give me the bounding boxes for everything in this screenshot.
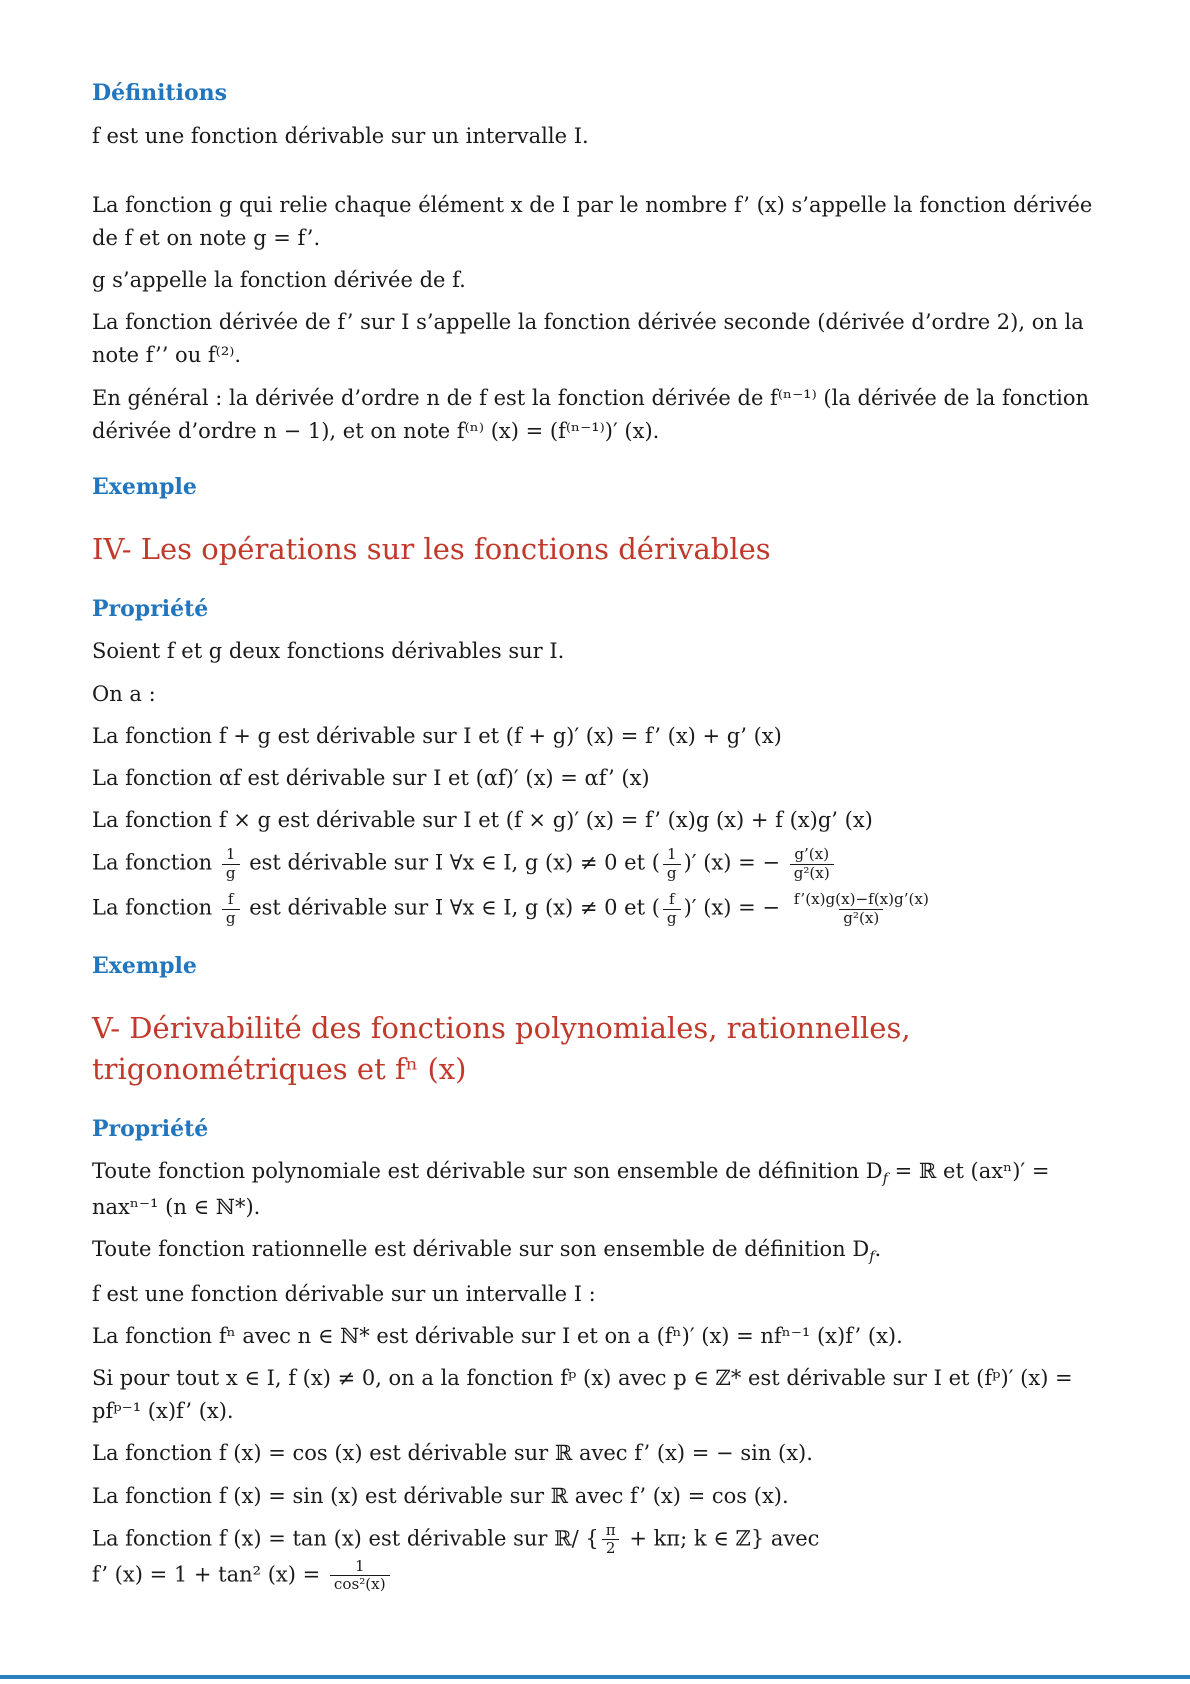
paragraph-g-derivee: g s’appelle la fonction dérivée de f. (92, 268, 466, 293)
paragraph-soient: Soient f et g deux fonctions dérivables sur I. (92, 639, 565, 664)
paragraph-polynomiale: Toute fonction polynomiale est dérivable sur son ensemble de définition $D_f$ = ℝ et (axⁿ)′ = naxⁿ⁻¹ (n ∈ ℕ*). (92, 1159, 1050, 1219)
paragraph-derivee-ordre-n: En général : la dérivée d’ordre n de f est la fonction dérivée de f⁽ⁿ⁻¹⁾ (la dérivée de la fonction dérivée d’ordre n − 1), et on note f⁽ⁿ⁾ (x) = (f⁽ⁿ⁻¹⁾)′ (x). (92, 385, 1090, 443)
paragraph-intro: f est une fonction dérivable sur un intervalle I. (92, 123, 589, 148)
paragraph-somme: La fonction f + g est dérivable sur I et (f + g)′ (x) = f’ (x) + g’ (x) (92, 723, 782, 748)
heading-exemple-1: Exemple (92, 473, 197, 500)
paragraph-produit-scalaire: La fonction αf est dérivable sur I et (αf)′ (x) = αf’ (x) (92, 765, 650, 790)
footer-divider (0, 1675, 1190, 1679)
paragraph-tan: La fonction f (x) = tan (x) est dérivable sur ℝ/ { $\frac{\pi}{2}$ + kπ; k ∈ ℤ} avec f’ (x) = 1 + tan² (x) = $\frac{1}{\text{cos²(x)}}$ (92, 1520, 820, 1593)
paragraph-puissance-n: La fonction fⁿ avec n ∈ ℕ* est dérivable sur I et on a (fⁿ)′ (x) = nfⁿ⁻¹ (x)f’ (x). (92, 1323, 903, 1348)
paragraph-cos: La fonction f (x) = cos (x) est dérivable sur ℝ avec f’ (x) = − sin (x). (92, 1441, 813, 1466)
heading-propriete-1: Propriété (92, 595, 209, 622)
paragraph-rationnelle: Toute fonction rationnelle est dérivable sur son ensemble de définition $D_f$. (92, 1237, 882, 1266)
paragraph-derivee-definition: La fonction g qui relie chaque élément x de I par le nombre f’ (x) s’appelle la fonction dérivée de f et on note g = f’. (92, 192, 1093, 250)
paragraph-intervalle: f est une fonction dérivable sur un intervalle I : (92, 1281, 596, 1306)
section-title-v: V- Dérivabilité des fonctions polynomiales, rationnelles, trigonométriques et fⁿ (x) (92, 1011, 911, 1086)
paragraph-sin: La fonction f (x) = sin (x) est dérivable sur ℝ avec f’ (x) = cos (x). (92, 1483, 789, 1508)
heading-definitions: Définitions (92, 80, 227, 106)
heading-exemple-2: Exemple (92, 952, 197, 979)
heading-propriete-2: Propriété (92, 1115, 209, 1142)
paragraph-inverse: La fonction $\frac{1}{g}$ est dérivable sur I ∀x ∈ I, g (x) ≠ 0 et ( $\frac{1}{g}$ )′ (x) = − $\frac{g’(x)}{\text{g²(x)}}$ (92, 846, 1098, 882)
section-title-iv: IV- Les opérations sur les fonctions dérivables (92, 532, 771, 567)
paragraph-quotient: La fonction $\frac{f}{g}$ est dérivable sur I ∀x ∈ I, g (x) ≠ 0 et ( $\frac{f}{g}$ )′ (x) = − $\frac{f’(x)g(x)-f(x)g’(x)}{\text{g²(x)}}$ (92, 890, 929, 927)
paragraph-puissance-p: Si pour tout x ∈ I, f (x) ≠ 0, on a la fonction fᵖ (x) avec p ∈ ℤ* est dérivable sur I et (fᵖ)′ (x) = pfᵖ⁻¹ (x)f’ (x). (92, 1366, 1073, 1424)
paragraph-derivee-seconde: La fonction dérivée de f’ sur I s’appelle la fonction dérivée seconde (dérivée d’ordre 2), on la note f’’ ou f⁽²⁾. (92, 310, 1084, 368)
paragraph-on-a: On a : (92, 681, 156, 706)
paragraph-produit: La fonction f × g est dérivable sur I et (f × g)′ (x) = f’ (x)g (x) + f (x)g’ (x) (92, 808, 873, 833)
